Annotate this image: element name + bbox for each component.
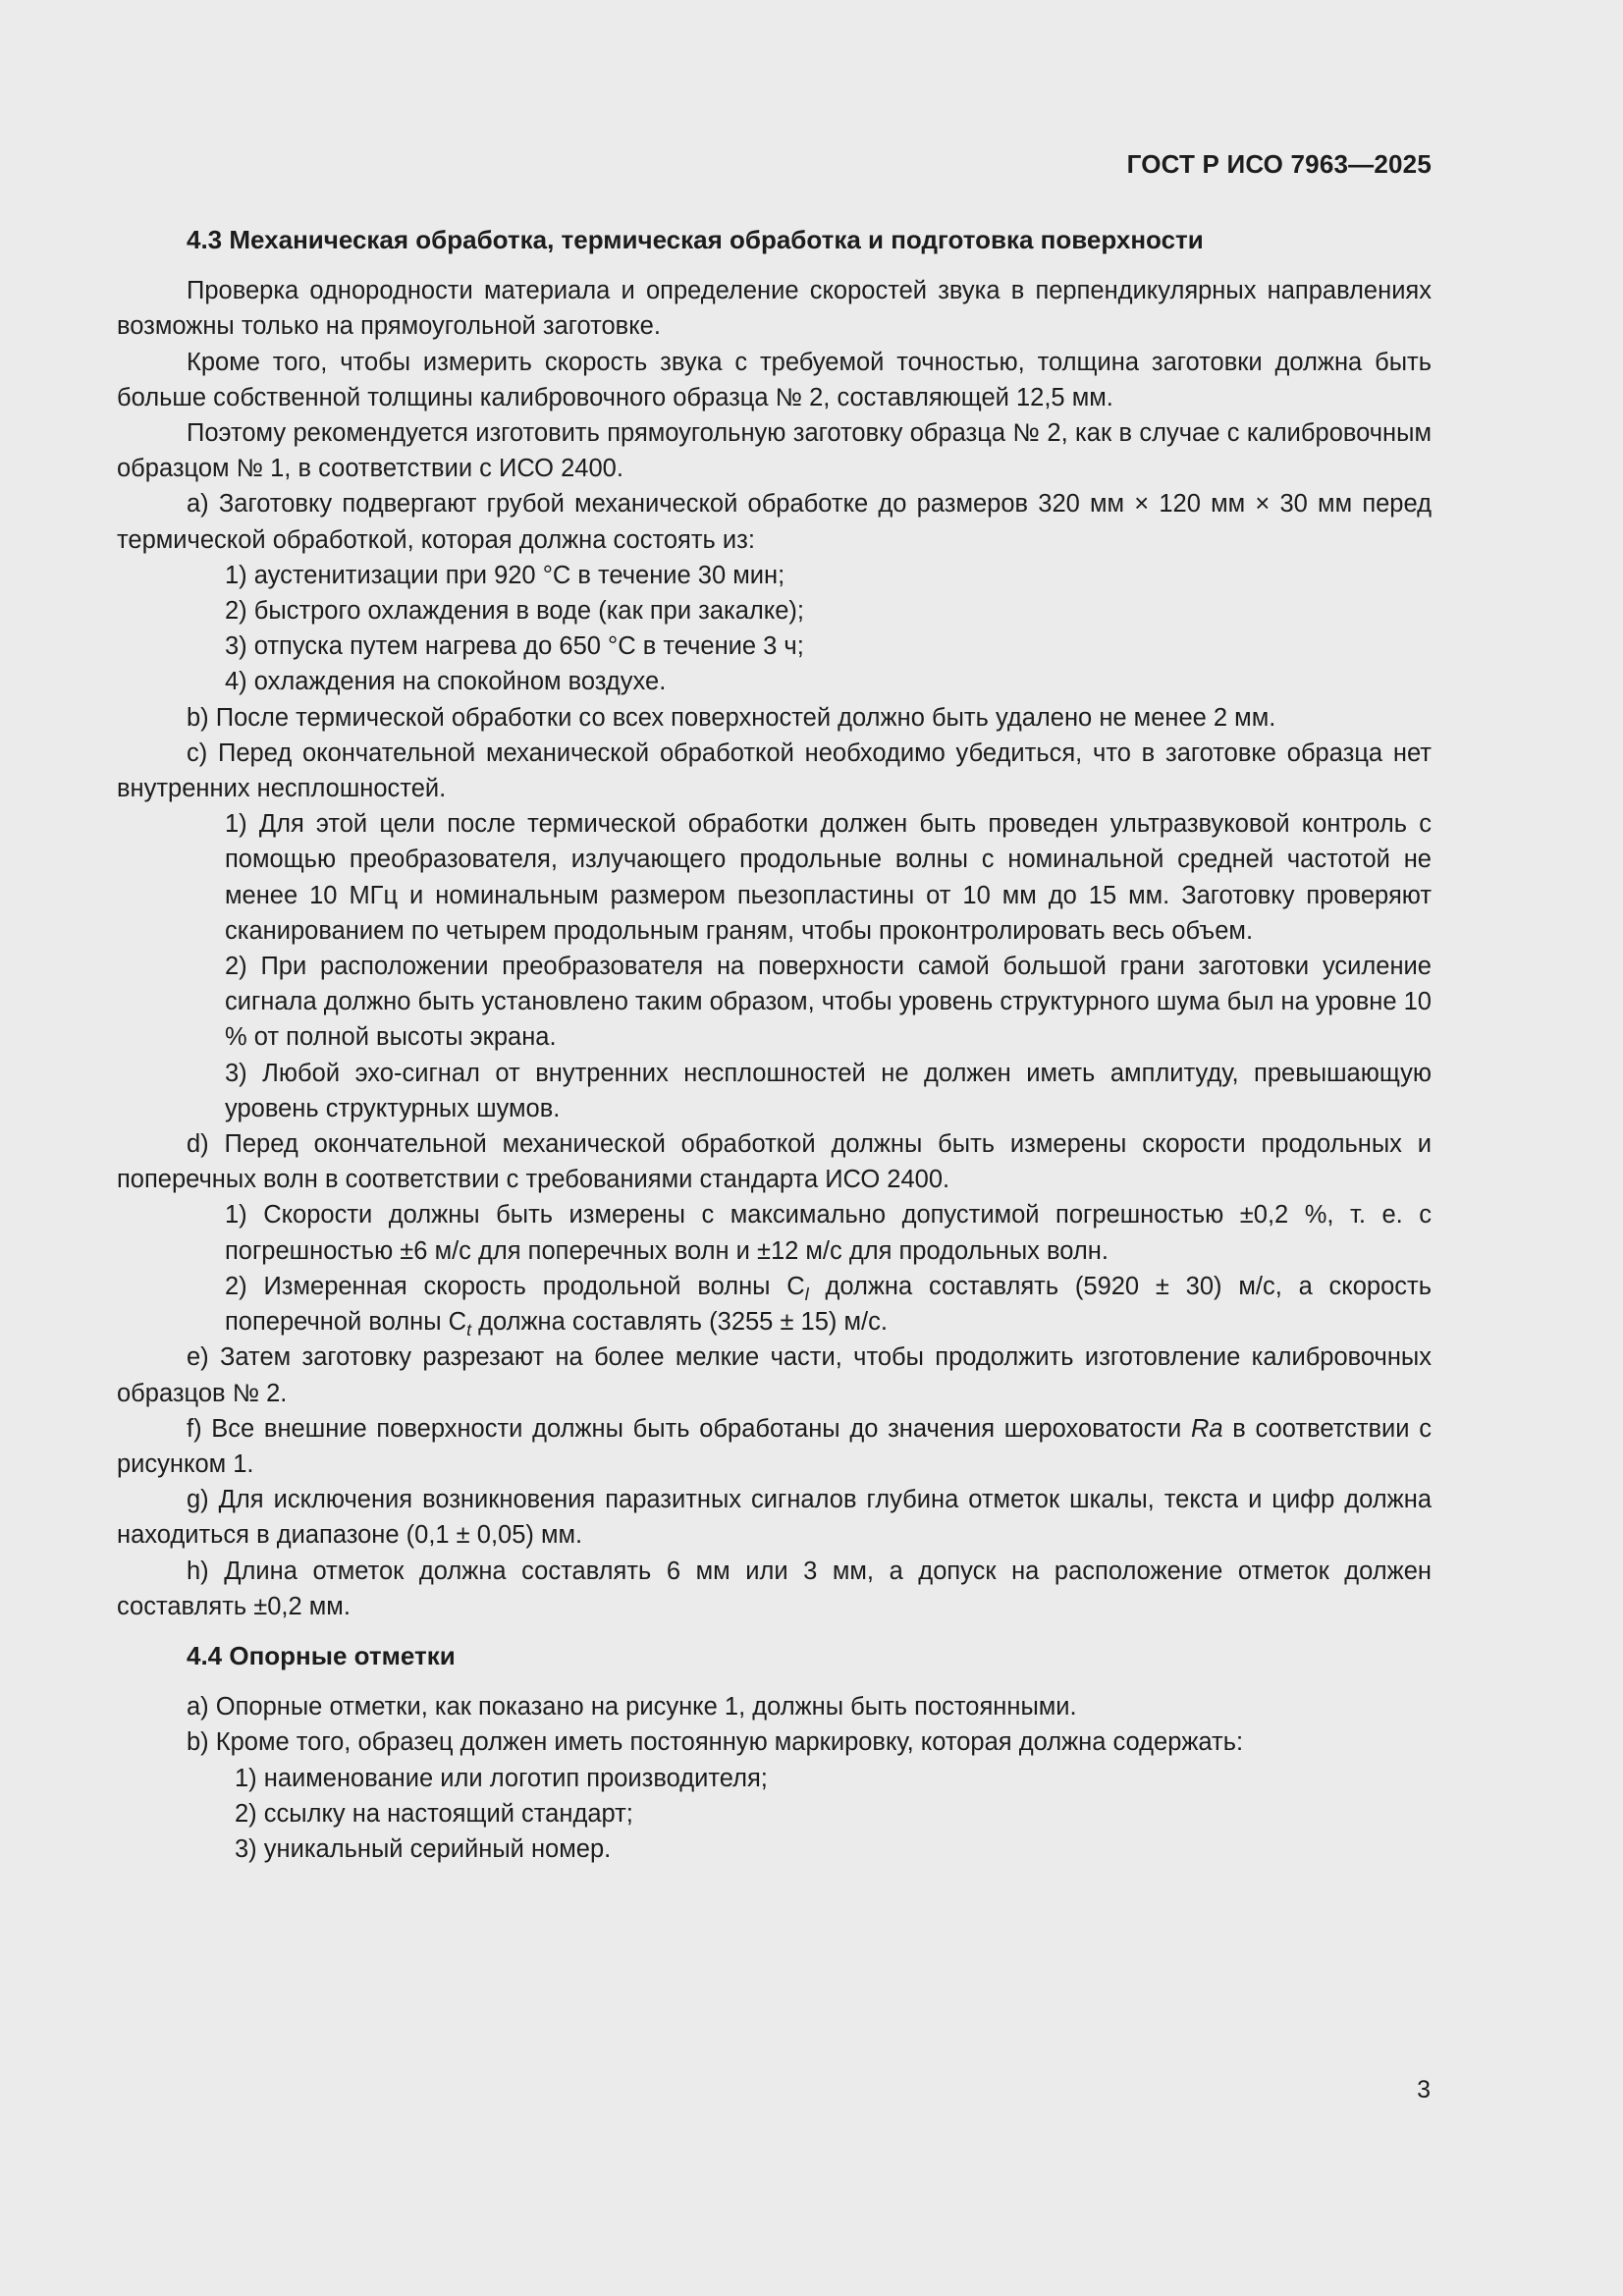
list-item-d: d) Перед окончательной механической обработкой должны быть измерены скорости продольных и поперечных волн в соответствии с требованиями стандарта ИСО 2400. (117, 1130, 1432, 1194)
page-number: 3 (1417, 2076, 1431, 2104)
list-item-b1: 1) наименование или логотип производителя; (235, 1764, 768, 1792)
list-item-a2: 2) быстрого охлаждения в воде (как при закалке); (225, 597, 804, 626)
list-item-g: g) Для исключения возникновения паразитных сигналов глубина отметок шкалы, текста и цифр должна находиться в диапазоне (0,1 ± 0,05) мм. (117, 1486, 1432, 1550)
list-item-c: с) Перед окончательной механической обработкой необходимо убедиться, что в заготовке образца нет внутренних несплошностей. (117, 738, 1432, 803)
document-body (117, 222, 1432, 1867)
list-item-d2 (117, 1269, 1432, 1339)
list-item-h: h) Длина отметок должна составлять 6 мм или 3 мм, а допуск на расположение отметок должен составлять ±0,2 мм. (117, 1557, 1432, 1620)
paragraph: Проверка однородности материала и определение скоростей звука в перпендикулярных направлениях возможны только на прямоугольной заготовке. (117, 277, 1432, 341)
text-run: в соответствии с рисунком 1. (117, 1414, 1432, 1478)
paragraph: Кроме того, чтобы измерить скорость звука с требуемой точностью, толщина заготовки должна быть больше собственной толщины калибровочного образца № 2, составляющей 12,5 мм. (117, 348, 1432, 411)
section-4-4-title: 4.4 Опорные отметки (187, 1640, 456, 1670)
list-item-a: а) Опорные отметки, как показано на рисунке 1, должны быть постоянными. (187, 1693, 1077, 1722)
list-item-c2: 2) При расположении преобразователя на поверхности самой большой грани заготовки усиление сигнала должно быть установлено таким образом, чтобы уровень структурного шума был на уровне 10 % от полной высоты экрана. (225, 953, 1432, 1052)
paragraph: Поэтому рекомендуется изготовить прямоугольную заготовку образца № 2, как в случае с калибровочным образцом № 1, в соответствии с ИСО 2400. (117, 419, 1432, 483)
text-run: 2) Измеренная скорость продольной волны С (225, 1272, 805, 1300)
list-item-b3: 3) уникальный серийный номер. (235, 1834, 612, 1863)
list-item-c3: 3) Любой эхо-сигнал от внутренних несплошностей не должен иметь амплитуду, превышающую уровень структурных шумов. (225, 1059, 1432, 1122)
text-run: должна составлять (5920 ± 30) м/с, а скорость поперечной волны С (225, 1272, 1432, 1337)
document-header: ГОСТ Р ИСО 7963—2025 (1126, 149, 1432, 179)
list-item-f (117, 1411, 1432, 1482)
list-item-b: b) Кроме того, образец должен иметь постоянную маркировку, которая должна содержать: (187, 1728, 1244, 1757)
list-item-d1: 1) Скорости должны быть измерены с максимально допустимой погрешностью ±0,2 %, т. е. с погрешностью ±6 м/с для поперечных волн и ±12 м/с для продольных волн. (225, 1201, 1432, 1265)
text-run: должна составлять (3255 ± 15) м/с. (471, 1308, 888, 1337)
list-item-c1: 1) Для этой цели после термической обработки должен быть проведен ультразвуковой контроль с помощью преобразователя, излучающего продольные волны с номинальной средней частотой не менее 10 МГц и номинальным размером пьезопластины от 10 мм до 15 мм. Заготовку проверяют сканированием по четырем продольным граням, чтобы проконтролировать весь объем. (225, 810, 1432, 945)
list-item-a1: 1) аустенитизации при 920 °С в течение 30 мин; (225, 561, 785, 589)
text-run: f) Все внешние поверхности должны быть обработаны до значения шероховатости (187, 1414, 1191, 1443)
subscript-t: t (466, 1320, 472, 1340)
subscript-l: l (804, 1285, 809, 1305)
list-item-e: е) Затем заготовку разрезают на более мелкие части, чтобы продолжить изготовление калибровочных образцов № 2. (117, 1343, 1432, 1407)
list-item-b: b) После термической обработки со всех поверхностей должно быть удалено не менее 2 мм. (187, 703, 1276, 732)
list-item-a4: 4) охлаждения на спокойном воздухе. (225, 668, 667, 696)
list-item-b2: 2) ссылку на настоящий стандарт; (235, 1799, 633, 1828)
list-item-a: а) Заготовку подвергают грубой механической обработке до размеров 320 мм × 120 мм × 30 мм перед термической обработкой, которая должна состоять из: (117, 490, 1432, 554)
section-4-3-title: 4.3 Механическая обработка, термическая обработка и подготовка поверхности (187, 225, 1204, 254)
italic-ra: Ra (1191, 1414, 1223, 1443)
list-item-a3: 3) отпуска путем нагрева до 650 °С в течение 3 ч; (225, 632, 804, 661)
